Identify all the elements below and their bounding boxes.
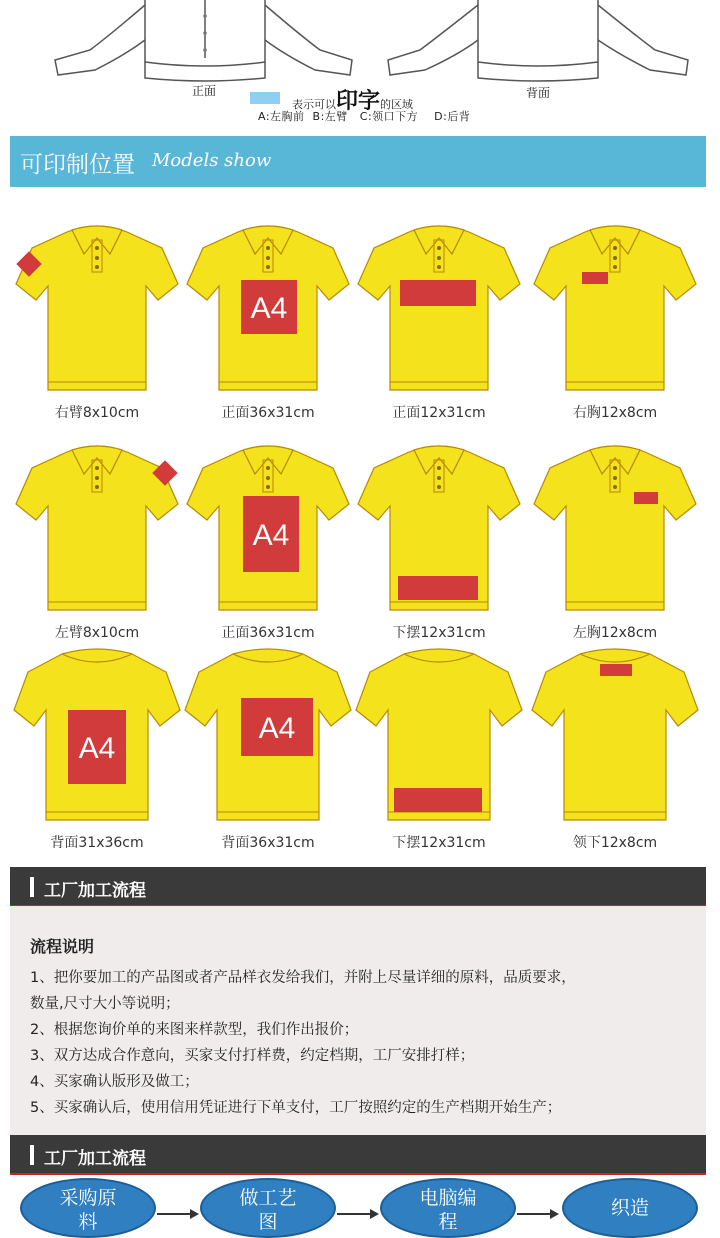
shirt-body: [534, 446, 696, 610]
front-view-label: 正面: [192, 84, 217, 98]
flow-step-line: 织造: [610, 1197, 649, 1219]
print-position-card: [530, 210, 700, 430]
shirt-button: [437, 476, 441, 480]
shirt-illustration: [530, 430, 700, 620]
print-position-label: 正面36x31cm: [221, 625, 315, 641]
arrow-right-icon: [370, 1209, 379, 1219]
print-size-badge: A4: [78, 732, 116, 765]
print-position-card: [183, 640, 353, 860]
print-position-label: 正面36x31cm: [221, 405, 315, 421]
print-area: [582, 272, 608, 284]
print-position-card: [12, 430, 182, 650]
legend-emphasis: 印字: [336, 89, 381, 114]
shirt-button: [613, 246, 617, 250]
print-position-label: 背面31x36cm: [50, 835, 144, 851]
print-position-label: 背面36x31cm: [221, 835, 315, 851]
print-size-badge: A4: [258, 712, 296, 745]
print-position-label: 右胸12x8cm: [572, 405, 658, 421]
print-position-card: [354, 210, 524, 430]
shirt-button: [437, 256, 441, 260]
flow-step-text: [380, 1186, 516, 1234]
shirt-button: [95, 256, 99, 260]
print-position-label: 下摆12x31cm: [392, 625, 486, 641]
shirt-button: [266, 256, 270, 260]
shirt-button: [437, 246, 441, 250]
shirt-button: [266, 476, 270, 480]
shirt-illustration: [530, 210, 700, 400]
section-marker: [30, 877, 34, 897]
print-area: [600, 664, 632, 676]
print-position-card: [530, 640, 700, 860]
shirt-body: [16, 226, 178, 390]
back-view-label: 背面: [526, 86, 551, 100]
arrow-right-icon: [190, 1209, 199, 1219]
shirt-illustration: [530, 640, 700, 830]
print-position-label: 右臂8x10cm: [54, 405, 140, 421]
process-title: 流程说明: [30, 937, 95, 956]
flow-arrow-line: [517, 1213, 551, 1215]
section-marker: [30, 1145, 34, 1165]
process-line: 5、买家确认后，使用信用凭证进行下单支付，工厂按照约定的生产档期开始生产；: [30, 1100, 562, 1116]
flow-step-line: 图: [258, 1211, 278, 1233]
flow-arrow-line: [337, 1213, 371, 1215]
print-size-badge: A4: [252, 519, 290, 552]
flow-step-line: 做工艺: [239, 1187, 297, 1209]
flow-step-text: [562, 1196, 698, 1220]
print-position-label: 左臂8x10cm: [54, 625, 140, 641]
shirt-button: [266, 265, 270, 269]
print-area: [398, 576, 478, 600]
shirt-button: [95, 485, 99, 489]
flow-step-line: 采购原: [59, 1187, 117, 1209]
shirt-button: [266, 485, 270, 489]
shirt-illustration: [354, 430, 524, 620]
flow-step-text: [20, 1186, 156, 1234]
shirt-button: [437, 466, 441, 470]
shirt-illustration: [12, 210, 182, 400]
process-line: 1、把你要加工的产品图或者产品样衣发给我们，并附上尽量详细的原料，品质要求，: [30, 970, 576, 986]
print-area: [394, 788, 482, 812]
flow-step-line: 电脑编: [419, 1187, 477, 1209]
print-area: [634, 492, 658, 504]
print-position-card: [354, 430, 524, 650]
print-position-card: [12, 210, 182, 430]
shirt-button: [95, 265, 99, 269]
shirt-body: [16, 446, 178, 610]
print-position-card: [354, 640, 524, 860]
process-line: 数量,尺寸大小等说明；: [30, 996, 180, 1012]
shirt-illustration: [12, 430, 182, 620]
legend-suffix: 的区域: [380, 98, 414, 111]
shirt-illustration: [183, 430, 353, 620]
legend-prefix: 表示可以: [292, 98, 336, 111]
section-title-flow: 工厂加工流程: [44, 1149, 146, 1169]
printable-area-swatch: [250, 92, 280, 104]
shirt-button: [95, 246, 99, 250]
shirt-button: [266, 466, 270, 470]
shirt-illustration: [12, 640, 182, 830]
flow-step-line: 程: [438, 1211, 458, 1233]
print-position-card: [183, 210, 353, 430]
shirt-illustration: [354, 210, 524, 400]
shirt-button: [613, 256, 617, 260]
process-line: 4、买家确认版形及做工；: [30, 1074, 199, 1090]
arrow-right-icon: [550, 1209, 559, 1219]
process-line: 2、根据您询价单的来图来样款型，我们作出报价；: [30, 1022, 359, 1038]
print-position-card: [12, 640, 182, 860]
banner-subtitle: Models show: [152, 150, 272, 171]
banner-title: 可印制位置: [20, 152, 135, 178]
print-area: [400, 280, 476, 306]
shirt-button: [437, 485, 441, 489]
print-position-label: 下摆12x31cm: [392, 835, 486, 851]
shirt-body: [358, 226, 520, 390]
shirt-illustration: [183, 640, 353, 830]
shirt-illustration: [354, 640, 524, 830]
section-title-process: 工厂加工流程: [44, 881, 146, 901]
print-size-badge: A4: [250, 292, 288, 325]
shirt-body: [534, 226, 696, 390]
shirt-button: [95, 466, 99, 470]
shirt-button: [613, 476, 617, 480]
print-position-card: [183, 430, 353, 650]
flow-step-text: [200, 1186, 336, 1234]
print-position-card: [530, 430, 700, 650]
shirt-button: [613, 466, 617, 470]
shirt-button: [266, 246, 270, 250]
print-position-label: 正面12x31cm: [392, 405, 486, 421]
shirt-button: [613, 265, 617, 269]
shirt-button: [95, 476, 99, 480]
flow-arrow-line: [157, 1213, 191, 1215]
print-position-label: 领下12x8cm: [572, 835, 658, 851]
shirt-button: [613, 485, 617, 489]
shirt-illustration: [183, 210, 353, 400]
legend-position-codes: A:左胸前 B:左臂 C:领口下方 D:后背: [258, 110, 471, 123]
process-line: 3、双方达成合作意向，买家支付打样费，约定档期，工厂安排打样；: [30, 1048, 475, 1064]
shirt-button: [437, 265, 441, 269]
print-position-label: 左胸12x8cm: [572, 625, 658, 641]
flow-step-line: 料: [78, 1211, 98, 1233]
